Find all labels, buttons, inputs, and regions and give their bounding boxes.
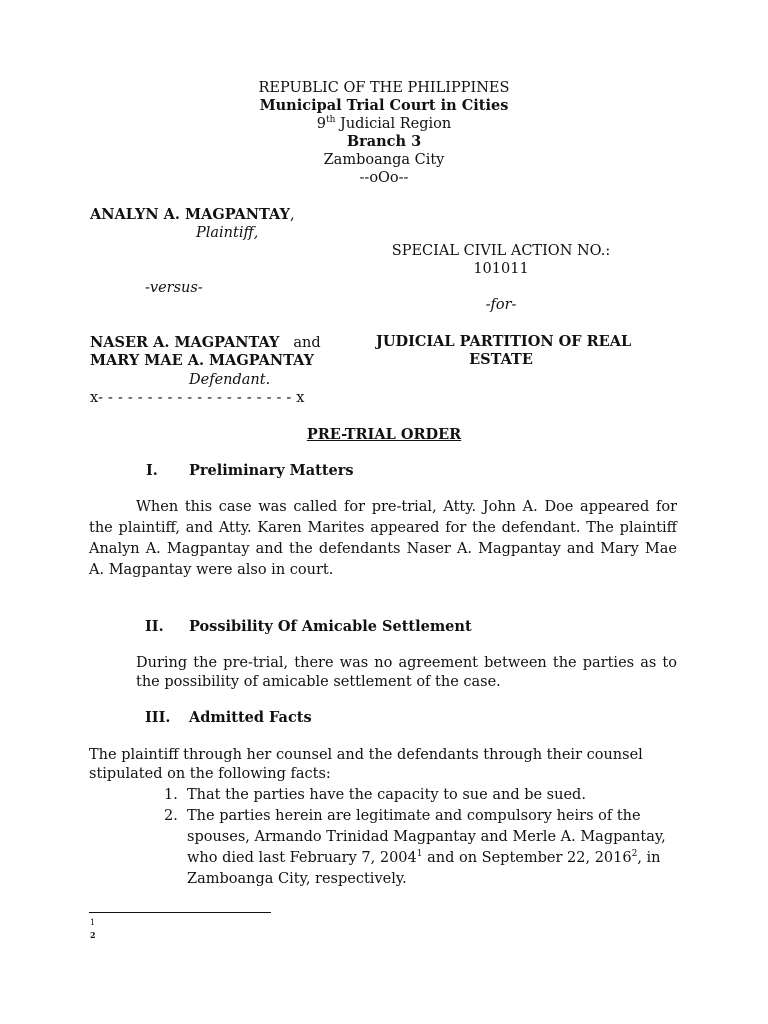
section-3-line-1: The plaintiff through her counsel and the defendants through their counsel <box>89 747 643 763</box>
plaintiff-line <box>90 206 295 224</box>
for-label: -for- <box>485 297 517 313</box>
section-3-line-2: stipulated on the following facts: <box>89 766 331 782</box>
section-3-heading: Admitted Facts <box>189 709 312 726</box>
defendant-role: Defendant. <box>189 372 271 388</box>
list-item-1-text: That the parties have the capacity to sue and be sued. <box>187 787 586 803</box>
order-title: PRE-TRIAL ORDER <box>306 426 462 443</box>
judicial-region <box>0 115 768 133</box>
footnote-1: 1 <box>90 918 96 927</box>
section-1-numeral: I. <box>146 462 158 479</box>
section-1-heading: Preliminary Matters <box>189 462 354 479</box>
list-item-2-line-4: Zamboanga City, respectively. <box>187 871 407 887</box>
case-number: 101011 <box>473 261 529 277</box>
plaintiff-name: ANALYN A. MAGPANTAY <box>90 206 290 223</box>
plaintiff-comma: , <box>289 207 295 223</box>
section-1-line-4: A. Magpantay were also in court. <box>89 562 334 578</box>
death-date-2: and on September 22, 2016 <box>422 850 632 866</box>
branch: Branch 3 <box>346 133 422 150</box>
defendant1-name: NASER A. MAGPANTAY <box>90 334 280 351</box>
list-item-2-number: 2. <box>164 808 178 824</box>
line-end: , in <box>637 850 661 866</box>
plaintiff-role: Plaintiff, <box>196 225 259 241</box>
ornament: --oOo-- <box>359 170 409 186</box>
republic-heading: REPUBLIC OF THE PHILIPPINES <box>258 80 510 96</box>
list-item-2-line-3 <box>187 849 661 867</box>
section-2-numeral: II. <box>145 618 164 635</box>
action-title-line2: ESTATE <box>469 351 533 368</box>
list-item-2-line-1: The parties herein are legitimate and compulsory heirs of the <box>187 808 641 824</box>
defendant2-name: MARY MAE A. MAGPANTAY <box>90 352 314 369</box>
death-date-1: who died last February 7, 2004 <box>187 850 417 866</box>
section-2-line-2: the possibility of amicable settlement of the case. <box>136 674 501 690</box>
section-3-numeral: III. <box>145 709 171 726</box>
region-number: 9 <box>316 116 326 132</box>
footnote-separator <box>89 912 271 913</box>
city: Zamboanga City <box>323 152 445 168</box>
case-label: SPECIAL CIVIL ACTION NO.: <box>391 243 611 259</box>
footnote-2: 2 <box>90 930 96 940</box>
versus: -versus- <box>145 280 203 296</box>
section-2-heading: Possibility Of Amicable Settlement <box>189 618 472 635</box>
section-1-line-3: Analyn A. Magpantay and the defendants Naser A. Magpantay and Mary Mae <box>89 541 677 557</box>
list-item-2-line-2: spouses, Armando Trinidad Magpantay and Merle A. Magpantay, <box>187 829 666 845</box>
and-word: and <box>293 335 321 351</box>
caption-divider: x- - - - - - - - - - - - - - - - - - - - x <box>90 390 305 406</box>
footnote-ref-2[interactable]: 2 <box>631 849 638 860</box>
region-label: Judicial Region <box>335 116 452 132</box>
defendant1-line <box>90 334 321 352</box>
region-superscript: th <box>325 115 336 126</box>
section-1-line-1: When this case was called for pre-trial, Atty. John A. Doe appeared for <box>136 499 677 515</box>
list-item-1-number: 1. <box>164 787 178 803</box>
court-name: Municipal Trial Court in Cities <box>259 97 509 114</box>
footnote-ref-1[interactable]: 1 <box>416 849 423 860</box>
action-title-line1: JUDICIAL PARTITION OF REAL <box>376 333 632 350</box>
section-2-line-1: During the pre-trial, there was no agreement between the parties as to <box>136 655 677 671</box>
section-1-line-2: the plaintiff, and Atty. Karen Marites appeared for the defendant. The plaintiff <box>89 520 677 536</box>
